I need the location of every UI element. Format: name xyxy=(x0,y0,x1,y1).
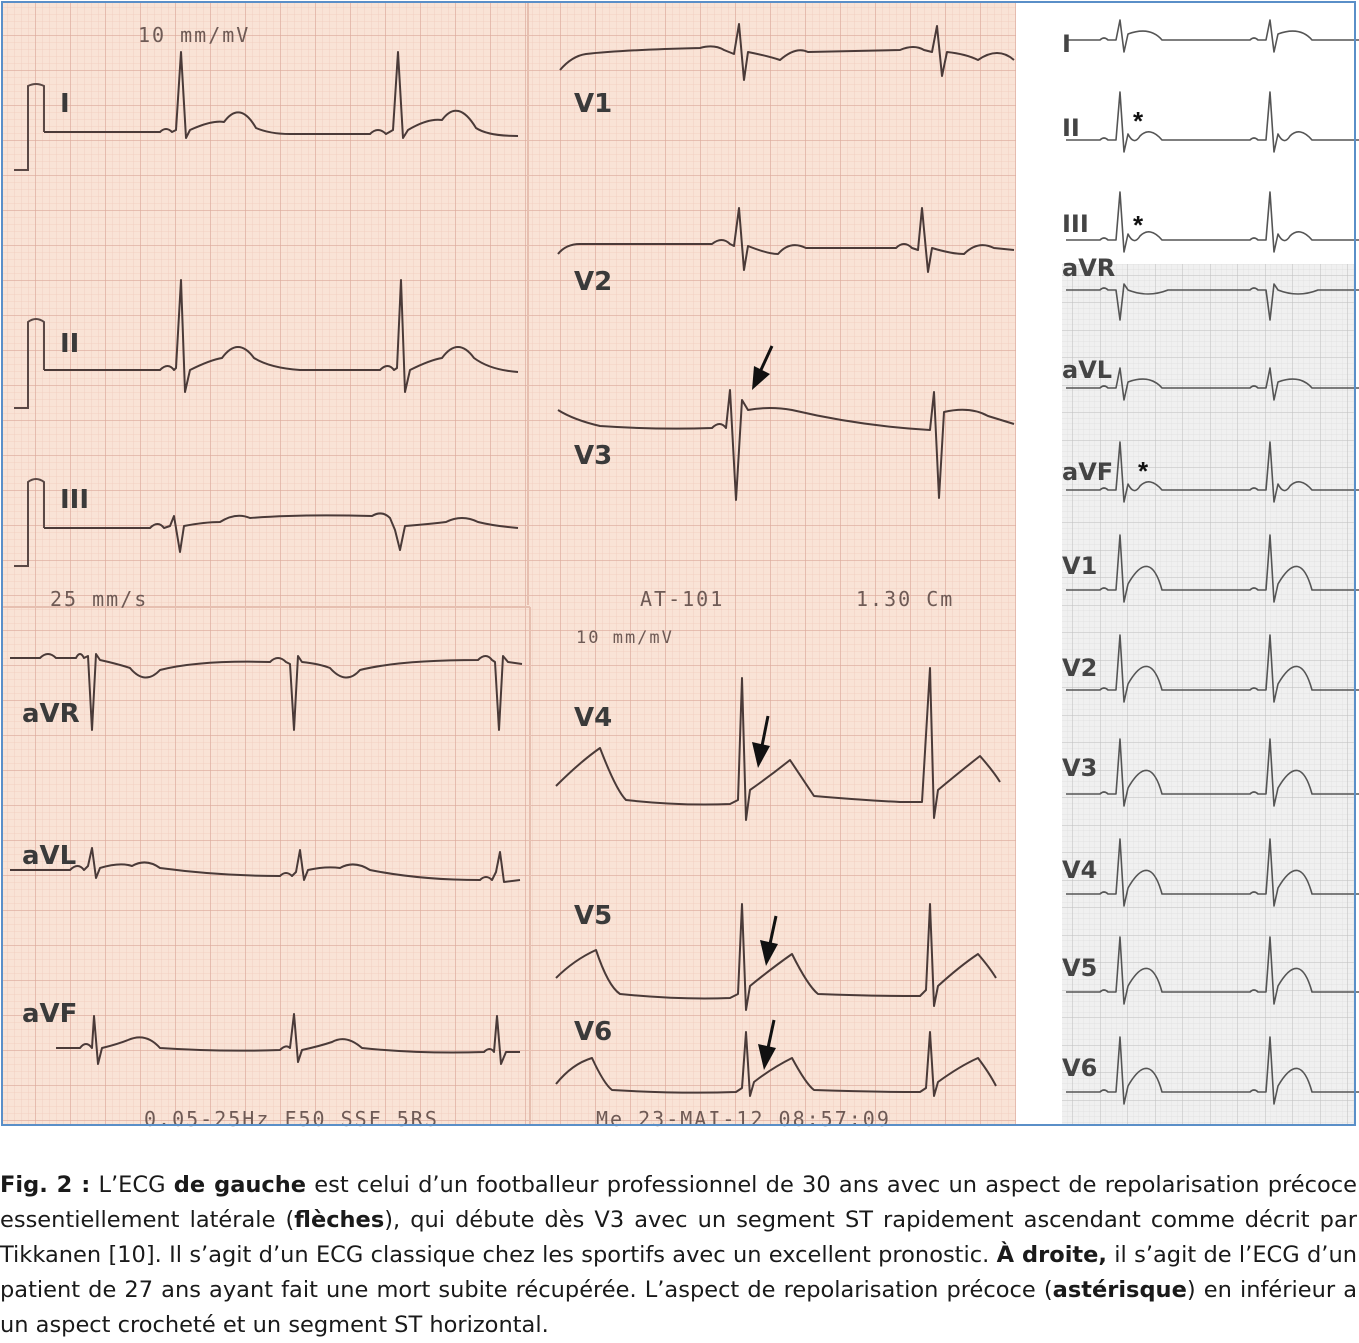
lead-label-V2: V2 xyxy=(574,267,613,297)
right-lead-label-I: I xyxy=(1062,30,1071,58)
caption-text-3: ), qui débute dès V3 avec un segment ST rapidement ascendant comme décrit par Tikkanen [10]. Il s’agit d’un ECG classique chez les sportifs avec un excellent pronostic. xyxy=(0,1207,1357,1268)
caption-text-5: ) en inférieur a un aspect crocheté et un segment ST horizontal. xyxy=(0,1277,1357,1338)
lead-label-I: I xyxy=(60,89,70,119)
right-lead-label-V5: V5 xyxy=(1062,954,1098,982)
lead-label-V5: V5 xyxy=(574,901,613,931)
right-lead-label-V6: V6 xyxy=(1062,1054,1098,1082)
right-ecg-grid xyxy=(1062,264,1354,1126)
lead-label-V1: V1 xyxy=(574,89,613,119)
right-lead-label-aVL: aVL xyxy=(1062,356,1113,384)
caption-fig-label: Fig. 2 : xyxy=(0,1172,91,1198)
lead-label-II: II xyxy=(60,329,80,359)
lead-label-III: III xyxy=(60,485,90,515)
timestamp-label: Me 23-MAI-12 08:57:09 xyxy=(596,1107,891,1130)
right-lead-label-III: III xyxy=(1062,210,1089,238)
gain-label-top: 10 mm/mV xyxy=(138,23,251,47)
left-ecg-grid xyxy=(3,3,1016,1126)
right-lead-label-V2: V2 xyxy=(1062,654,1098,682)
caption-bold-4: astérisque xyxy=(1052,1277,1187,1303)
caption-text-2: est celui d’un footballeur professionnel de 30 ans avec un aspect de repolarisation précoce essentiellement latérale ( xyxy=(0,1172,1357,1233)
asterisk-III: * xyxy=(1133,210,1144,240)
caption-bold-1: de gauche xyxy=(173,1172,307,1198)
gain-label-mid: 10 mm/mV xyxy=(576,628,674,648)
right-lead-label-V4: V4 xyxy=(1062,856,1098,884)
lead-label-V6: V6 xyxy=(574,1017,613,1047)
caption-bold-2: flèches xyxy=(294,1207,385,1233)
figure-caption xyxy=(0,1168,1357,1343)
caption-text-4: il s’agit de l’ECG d’un patient de 27 ans ayant fait une mort subite récupérée. L’aspect de repolarisation précoce ( xyxy=(0,1242,1357,1303)
lead-label-V3: V3 xyxy=(574,441,613,471)
device-label: AT-101 xyxy=(640,587,725,611)
caption-bold-3: À droite, xyxy=(996,1242,1107,1268)
asterisk-II: * xyxy=(1133,106,1144,136)
right-lead-label-V3: V3 xyxy=(1062,754,1098,782)
right-lead-label-aVF: aVF xyxy=(1062,458,1114,486)
asterisk-aVF: * xyxy=(1138,456,1149,486)
left-ecg xyxy=(3,3,1016,1130)
lead-label-aVR: aVR xyxy=(22,699,80,729)
lead-label-aVL: aVL xyxy=(22,841,77,871)
right-lead-label-V1: V1 xyxy=(1062,552,1098,580)
speed-label: 25 mm/s xyxy=(50,587,149,611)
caption-text-1: L’ECG xyxy=(90,1172,174,1198)
scale-label: 1.30 Cm xyxy=(856,587,955,611)
filter-label: 0.05-25Hz F50 SSF 5RS xyxy=(144,1107,439,1130)
right-ecg xyxy=(1016,3,1359,1126)
right-lead-label-II: II xyxy=(1062,114,1080,142)
lead-label-V4: V4 xyxy=(574,703,613,733)
lead-label-aVF: aVF xyxy=(22,999,78,1029)
right-lead-label-aVR: aVR xyxy=(1062,254,1116,282)
